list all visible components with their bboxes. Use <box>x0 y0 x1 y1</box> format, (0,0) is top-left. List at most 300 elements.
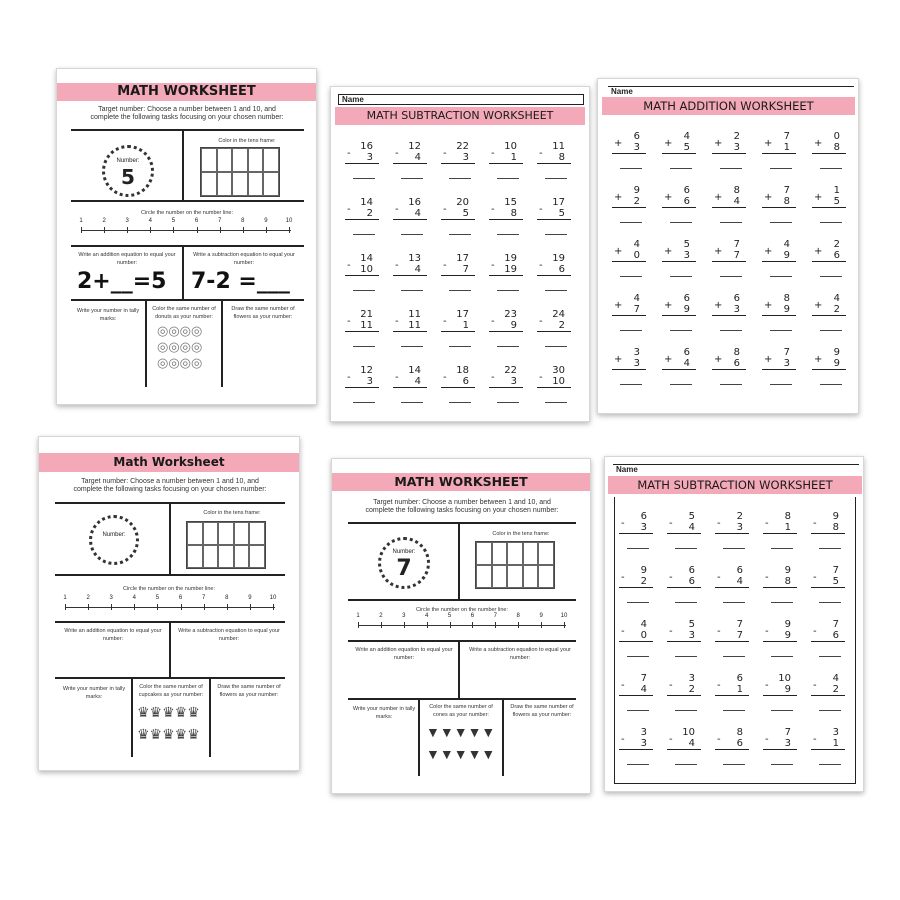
minuend: 7 <box>784 727 791 738</box>
answer-line[interactable] <box>670 154 692 169</box>
answer-line[interactable] <box>620 370 642 385</box>
minuend: 7 <box>783 347 790 358</box>
number-line-number[interactable]: 9 <box>248 595 252 601</box>
subtrahend <box>762 354 796 370</box>
name-field[interactable]: Name <box>613 464 859 475</box>
operator-sign: - <box>621 734 625 745</box>
operator-sign: - <box>621 626 625 637</box>
minuend: 16 <box>408 197 421 208</box>
problem <box>489 141 523 179</box>
subtrahend <box>715 572 749 588</box>
operator-sign: - <box>539 316 543 327</box>
problem <box>762 293 796 331</box>
answer-line[interactable] <box>353 388 375 403</box>
operand-value: 1 <box>783 142 790 153</box>
operand-value: 1 <box>736 684 743 695</box>
answer-line[interactable] <box>401 164 423 179</box>
number-line-number[interactable]: 2 <box>86 595 90 601</box>
minuend: 8 <box>736 727 743 738</box>
number-line-number[interactable]: 5 <box>155 595 160 601</box>
subtrahend <box>393 204 427 220</box>
operator-sign: - <box>347 372 351 383</box>
answer-line[interactable] <box>770 316 792 331</box>
divider <box>348 599 576 601</box>
operator-sign: - <box>717 680 721 691</box>
subtrahend <box>619 572 653 588</box>
answer-line[interactable] <box>675 642 697 657</box>
answer-line[interactable] <box>401 388 423 403</box>
problem <box>763 511 797 549</box>
answer-line[interactable] <box>449 220 471 235</box>
subtraction-label: Write a subtraction equation to equal your number: <box>178 628 280 642</box>
answer-line[interactable] <box>627 534 649 549</box>
subtrahend <box>662 192 696 208</box>
operand-value: 8 <box>558 152 565 163</box>
number-line <box>81 230 291 231</box>
operand-value: 6 <box>736 738 743 749</box>
operand-value: 11 <box>408 320 421 331</box>
minuend: 5 <box>688 511 695 522</box>
answer-line[interactable] <box>670 316 692 331</box>
answer-line[interactable] <box>353 220 375 235</box>
minuend: 12 <box>360 365 373 376</box>
number-line-tick <box>564 622 565 628</box>
number-line-tick <box>404 622 405 628</box>
answer-line[interactable] <box>545 276 567 291</box>
operator-sign: - <box>717 572 721 583</box>
subtraction-equation: 7-2 =___ <box>191 269 290 294</box>
answer-line[interactable] <box>401 276 423 291</box>
number-line-number[interactable]: 8 <box>225 595 229 601</box>
answer-line[interactable] <box>819 534 841 549</box>
answer-line[interactable] <box>771 750 793 765</box>
answer-line[interactable] <box>620 154 642 169</box>
problem <box>345 365 379 403</box>
subtrahend <box>762 138 796 154</box>
answer-line[interactable] <box>771 588 793 603</box>
operator-sign: + <box>814 192 823 203</box>
minuend: 4 <box>833 293 840 304</box>
number-line-number[interactable]: 3 <box>402 613 406 619</box>
number-line-tick <box>181 604 182 610</box>
number-wreath <box>378 537 430 589</box>
subtrahend <box>345 204 379 220</box>
number-line-number[interactable]: 6 <box>194 218 199 224</box>
operand-value: 6 <box>688 576 695 587</box>
answer-line[interactable] <box>353 164 375 179</box>
operator-sign: + <box>614 246 623 257</box>
problem <box>393 365 427 403</box>
operator-sign: - <box>717 734 721 745</box>
subtrahend <box>811 734 845 750</box>
subtrahend <box>441 204 475 220</box>
answer-line[interactable] <box>627 696 649 711</box>
minuend: 3 <box>832 727 839 738</box>
operand-value: 8 <box>833 142 840 153</box>
subtrahend <box>619 518 653 534</box>
operator-sign: - <box>813 572 817 583</box>
number-line-number[interactable]: 7 <box>217 218 222 224</box>
number-label: Number: <box>102 532 126 538</box>
subtrahend <box>811 680 845 696</box>
operand-value: 3 <box>510 376 517 387</box>
operator-sign: + <box>764 138 773 149</box>
minuend: 2 <box>833 239 840 250</box>
number-label: Number: <box>116 158 140 164</box>
number-line-tick <box>104 227 105 233</box>
answer-line[interactable] <box>620 316 642 331</box>
number-line-tick <box>134 604 135 610</box>
operator-sign: - <box>669 518 673 529</box>
problem <box>345 197 379 235</box>
minuend: 19 <box>504 253 517 264</box>
subtrahend <box>345 372 379 388</box>
answer-line[interactable] <box>820 316 842 331</box>
minuend: 16 <box>360 141 373 152</box>
operand-value: 0 <box>640 630 647 641</box>
number-line-number[interactable]: 8 <box>241 218 245 224</box>
subtrahend <box>489 372 523 388</box>
answer-line[interactable] <box>670 370 692 385</box>
number-line-number[interactable]: 3 <box>109 595 113 601</box>
operator-sign: - <box>395 204 399 215</box>
subtrahend <box>667 518 701 534</box>
answer-line[interactable] <box>723 588 745 603</box>
number-line-tick <box>150 227 151 233</box>
divider <box>71 245 304 247</box>
operand-value: 2 <box>633 196 640 207</box>
subtrahend <box>715 734 749 750</box>
problem <box>712 185 746 223</box>
operator-sign: - <box>443 204 447 215</box>
number-line-tick <box>111 604 112 610</box>
answer-line[interactable] <box>675 696 697 711</box>
problem <box>712 347 746 385</box>
answer-line[interactable] <box>723 642 745 657</box>
name-field[interactable]: Name <box>608 86 854 97</box>
operator-sign: + <box>814 300 823 311</box>
divider <box>418 698 420 776</box>
answer-line[interactable] <box>545 164 567 179</box>
problem <box>537 253 571 291</box>
subtraction-label: Write a subtraction equation to equal your number: <box>193 252 295 266</box>
problem <box>662 131 696 169</box>
minuend: 18 <box>456 365 469 376</box>
number-line-number[interactable]: 3 <box>125 218 129 224</box>
operand-value: 7 <box>633 304 640 315</box>
answer-line[interactable] <box>353 276 375 291</box>
answer-line[interactable] <box>675 750 697 765</box>
subtrahend <box>345 148 379 164</box>
answer-line[interactable] <box>820 154 842 169</box>
answer-line[interactable] <box>401 332 423 347</box>
operator-sign: - <box>491 204 495 215</box>
answer-line[interactable] <box>819 696 841 711</box>
minuend: 24 <box>552 309 565 320</box>
problem <box>612 347 646 385</box>
answer-line[interactable] <box>497 220 519 235</box>
answer-line[interactable] <box>771 534 793 549</box>
answer-line[interactable] <box>771 696 793 711</box>
operator-sign: - <box>765 734 769 745</box>
problem <box>393 253 427 291</box>
answer-line[interactable] <box>545 332 567 347</box>
minuend: 7 <box>733 239 740 250</box>
tally-label: Write your number in tally marks: <box>352 706 416 720</box>
operator-sign: - <box>813 626 817 637</box>
worksheet-title: MATH WORKSHEET <box>332 473 590 491</box>
subtrahend <box>667 572 701 588</box>
subtrahend <box>537 372 571 388</box>
operator-sign: - <box>765 572 769 583</box>
divider <box>348 522 576 524</box>
name-field[interactable]: Name <box>338 94 584 105</box>
tally-label: Write your number in tally marks: <box>62 686 126 700</box>
operator-sign: + <box>614 138 623 149</box>
answer-line[interactable] <box>819 588 841 603</box>
subtrahend <box>811 518 845 534</box>
answer-line[interactable] <box>627 750 649 765</box>
operator-sign: - <box>813 518 817 529</box>
answer-line[interactable] <box>820 370 842 385</box>
number-line-tick <box>65 604 66 610</box>
number-line-number[interactable]: 10 <box>560 613 568 619</box>
divider <box>169 502 171 574</box>
minuend: 4 <box>832 673 839 684</box>
answer-line[interactable] <box>820 262 842 277</box>
answer-line[interactable] <box>720 154 742 169</box>
number-line-tick <box>541 622 542 628</box>
color-label: Color the same number of cones as your number: <box>429 704 493 718</box>
answer-line[interactable] <box>720 370 742 385</box>
answer-line[interactable] <box>770 262 792 277</box>
answer-line[interactable] <box>627 588 649 603</box>
answer-line[interactable] <box>720 262 742 277</box>
operator-sign: + <box>764 354 773 365</box>
number-line-number[interactable]: 5 <box>171 218 176 224</box>
subtrahend <box>812 246 846 262</box>
answer-line[interactable] <box>723 696 745 711</box>
divider <box>55 574 285 576</box>
worksheet-title: Math Worksheet <box>39 453 299 472</box>
problem <box>763 727 797 765</box>
answer-line[interactable] <box>497 332 519 347</box>
minuend: 4 <box>683 131 690 142</box>
problem <box>712 131 746 169</box>
operator-sign: - <box>669 572 673 583</box>
answer-line[interactable] <box>670 208 692 223</box>
operand-value: 2 <box>366 208 373 219</box>
minuend: 9 <box>784 565 791 576</box>
problem <box>811 673 845 711</box>
problem <box>489 197 523 235</box>
operand-value: 9 <box>783 250 790 261</box>
minuend: 7 <box>736 619 743 630</box>
subtrahend <box>667 680 701 696</box>
number-line-tick <box>381 622 382 628</box>
answer-line[interactable] <box>720 316 742 331</box>
ten-frame[interactable] <box>475 541 555 589</box>
operator-sign: - <box>813 680 817 691</box>
answer-line[interactable] <box>545 220 567 235</box>
problem <box>762 239 796 277</box>
answer-line[interactable] <box>720 208 742 223</box>
number-line-number[interactable]: 8 <box>516 613 520 619</box>
answer-line[interactable] <box>819 750 841 765</box>
number-line-number[interactable]: 10 <box>269 595 277 601</box>
intro-text: Target number: Choose a number between 1 and 10, and complete the following tasks focusing on your chosen number: <box>90 106 284 121</box>
worksheet-4 <box>38 436 300 771</box>
answer-line[interactable] <box>770 370 792 385</box>
operator-sign: - <box>539 260 543 271</box>
operator-sign: - <box>765 680 769 691</box>
problem <box>489 365 523 403</box>
number-line-tick <box>427 622 428 628</box>
answer-line[interactable] <box>401 220 423 235</box>
worksheet-5 <box>331 458 591 794</box>
subtrahend <box>762 246 796 262</box>
problem <box>619 673 653 711</box>
operand-value: 3 <box>736 522 743 533</box>
minuend: 2 <box>733 131 740 142</box>
subtrahend <box>612 300 646 316</box>
subtrahend <box>537 204 571 220</box>
answer-line[interactable] <box>627 642 649 657</box>
subtrahend <box>537 260 571 276</box>
number-line-number[interactable]: 2 <box>102 218 106 224</box>
answer-line[interactable] <box>723 534 745 549</box>
problem <box>537 197 571 235</box>
operand-value: 6 <box>558 264 565 275</box>
operator-sign: - <box>395 316 399 327</box>
subtrahend <box>345 316 379 332</box>
minuend: 17 <box>552 197 565 208</box>
answer-line[interactable] <box>771 642 793 657</box>
operator-sign: - <box>539 372 543 383</box>
operator-sign: - <box>491 372 495 383</box>
operand-value: 4 <box>736 576 743 587</box>
number-line-number[interactable]: 1 <box>63 595 67 601</box>
addition-equation: 2+__=5 <box>77 269 167 294</box>
number-line-tick <box>266 227 267 233</box>
divider <box>182 129 184 201</box>
answer-line[interactable] <box>620 262 642 277</box>
operator-sign: + <box>614 192 623 203</box>
answer-line[interactable] <box>670 262 692 277</box>
problem <box>662 347 696 385</box>
problem <box>715 673 749 711</box>
answer-line[interactable] <box>449 164 471 179</box>
answer-line[interactable] <box>675 588 697 603</box>
number-line-number[interactable]: 7 <box>201 595 206 601</box>
answer-line[interactable] <box>770 154 792 169</box>
number-line-tick <box>81 227 82 233</box>
divider <box>182 245 184 299</box>
problem <box>345 253 379 291</box>
number-line-number[interactable]: 4 <box>148 218 152 224</box>
problem <box>667 511 701 549</box>
intro-text: Target number: Choose a number between 1 and 10, and complete the following tasks focusing on your chosen number: <box>365 499 559 514</box>
number-line-number[interactable]: 9 <box>539 613 543 619</box>
answer-line[interactable] <box>449 332 471 347</box>
draw-label: Draw the same number of flowers as your number: <box>217 684 281 698</box>
problem <box>619 565 653 603</box>
answer-line[interactable] <box>620 208 642 223</box>
subtrahend <box>619 626 653 642</box>
minuend: 6 <box>683 347 690 358</box>
number-line-tick <box>273 604 274 610</box>
operand-value: 4 <box>640 684 647 695</box>
operand-value: 2 <box>640 576 647 587</box>
subtrahend <box>662 354 696 370</box>
answer-line[interactable] <box>820 208 842 223</box>
problem <box>762 131 796 169</box>
number-line-number[interactable]: 6 <box>178 595 183 601</box>
number-line-number[interactable]: 5 <box>447 613 452 619</box>
worksheet-title: MATH ADDITION WORKSHEET <box>602 97 855 115</box>
answer-line[interactable] <box>770 208 792 223</box>
operand-value: 3 <box>733 142 740 153</box>
minuend: 4 <box>633 239 640 250</box>
problem <box>667 727 701 765</box>
operand-value: 0 <box>633 250 640 261</box>
number-line-number[interactable]: 4 <box>132 595 136 601</box>
answer-line[interactable] <box>497 276 519 291</box>
operand-value: 3 <box>462 152 469 163</box>
answer-line[interactable] <box>449 276 471 291</box>
ten-frame-label: Color in the tens frame: <box>492 531 550 537</box>
subtrahend <box>489 204 523 220</box>
subtrahend <box>812 354 846 370</box>
operator-sign: - <box>813 734 817 745</box>
answer-line[interactable] <box>723 750 745 765</box>
ten-frame[interactable] <box>200 147 280 197</box>
divider <box>71 129 304 131</box>
answer-line[interactable] <box>545 388 567 403</box>
number-line-number[interactable]: 6 <box>470 613 475 619</box>
divider <box>145 299 147 387</box>
number-line-number[interactable]: 4 <box>424 613 429 619</box>
ten-frame[interactable] <box>186 521 266 569</box>
answer-line[interactable] <box>819 642 841 657</box>
minuend: 6 <box>736 673 743 684</box>
minuend: 4 <box>633 293 640 304</box>
minuend: 5 <box>683 239 690 250</box>
answer-line[interactable] <box>497 164 519 179</box>
number-line-number[interactable]: 9 <box>264 218 268 224</box>
operator-sign: + <box>714 138 723 149</box>
answer-line[interactable] <box>497 388 519 403</box>
minuend: 15 <box>504 197 517 208</box>
operator-sign: - <box>669 680 673 691</box>
subtrahend <box>811 626 845 642</box>
number-line-number[interactable]: 7 <box>493 613 497 619</box>
number-line-number[interactable]: 2 <box>379 613 383 619</box>
number-line-number[interactable]: 1 <box>79 218 83 224</box>
number-line-number[interactable]: 1 <box>356 613 360 619</box>
answer-line[interactable] <box>353 332 375 347</box>
subtrahend <box>715 518 749 534</box>
minuend: 30 <box>552 365 565 376</box>
minuend: 13 <box>408 253 421 264</box>
operand-value: 19 <box>504 264 517 275</box>
draw-label: Draw the same number of flowers as your number: <box>510 704 574 718</box>
operator-sign: - <box>621 572 625 583</box>
answer-line[interactable] <box>449 388 471 403</box>
answer-line[interactable] <box>675 534 697 549</box>
number-line-number[interactable]: 10 <box>285 218 293 224</box>
problem <box>619 619 653 657</box>
